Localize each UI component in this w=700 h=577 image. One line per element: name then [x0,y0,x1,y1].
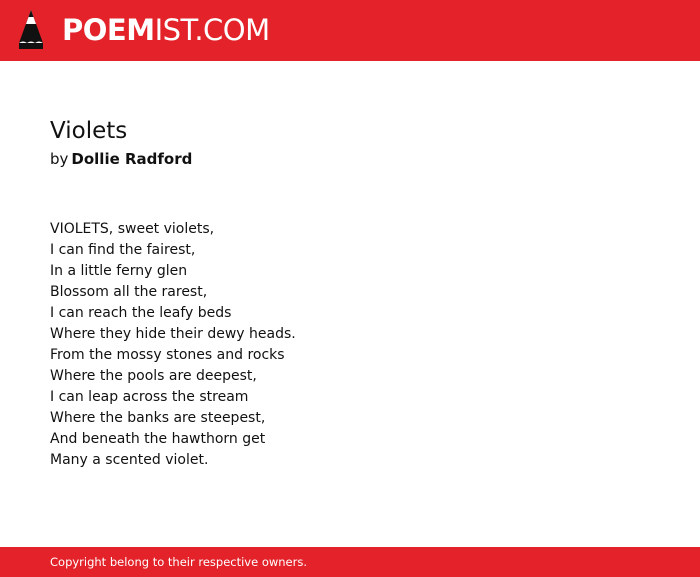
poem-line: And beneath the hawthorn get [50,431,266,447]
site-logo[interactable] [62,12,270,48]
site-header [0,0,700,61]
poem-line: Where they hide their dewy heads. [50,326,296,342]
site-footer [0,547,700,577]
poem-line: From the mossy stones and rocks [50,347,285,363]
poem-line: VIOLETS, sweet violets, [50,221,215,237]
poem-body [50,219,650,471]
poem-line: Many a scented violet. [50,452,209,468]
poem-line: I can find the fairest, [50,242,196,258]
copyright-text: Copyright belong to their respective owners. [50,555,308,569]
author-name: Dollie Radford [71,150,193,168]
poem-line: In a little ferny glen [50,263,188,279]
logo-light-text: IST.COM [154,13,270,47]
poem-line: Where the banks are steepest, [50,410,266,426]
logo-bold-text: POEM [62,13,155,47]
pencil-tip-icon[interactable] [17,9,45,51]
poem-line: I can reach the leafy beds [50,305,232,321]
by-label: by [50,150,69,168]
byline [50,149,192,169]
poem-title: Violets [50,118,128,144]
poem-line: Where the pools are deepest, [50,368,257,384]
poem-line: I can leap across the stream [50,389,249,405]
poem-line: Blossom all the rarest, [50,284,208,300]
